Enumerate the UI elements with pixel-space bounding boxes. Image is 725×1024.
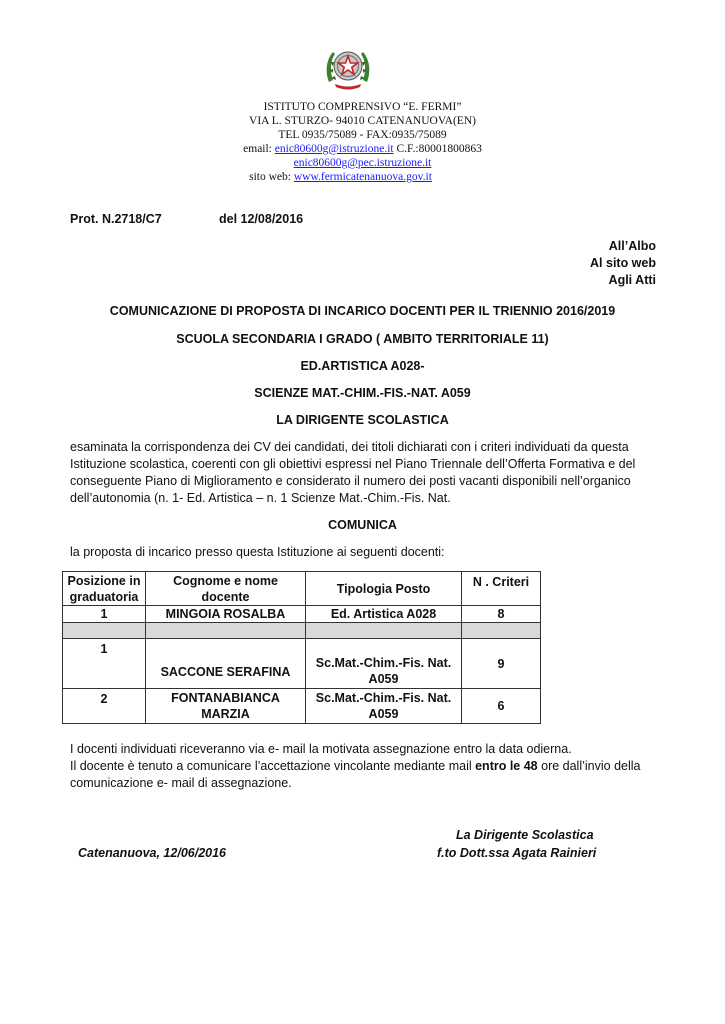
institute-phone: TEL 0935/75089 - FAX:0935/75089 [278, 129, 447, 141]
protocol-number: Prot. N.2718/C7 [70, 212, 162, 226]
assignments-table [62, 571, 541, 724]
cell-criteria: 9 [462, 639, 541, 689]
cell-post: Ed. Artistica A028 [306, 606, 462, 623]
cf-number: C.F.:80001800863 [393, 143, 482, 155]
cell-criteria: 6 [462, 689, 541, 724]
institute-address: VIA L. STURZO- 94010 CATENANUOVA(EN) [249, 115, 476, 127]
email-label: email: [243, 143, 275, 155]
header-criteria: N . Criteri [462, 572, 541, 606]
table-intro: la proposta di incarico presso questa Istituzione ai seguenti docenti: [70, 545, 445, 559]
cell-post: Sc.Mat.-Chim.-Fis. Nat. A059 [306, 639, 462, 689]
header-name: Cognome e nome docente [146, 572, 306, 606]
table-row [63, 606, 541, 623]
recipients [590, 238, 656, 289]
table-row [63, 689, 541, 724]
closing-line-2-end: ore dall’invio della [537, 759, 641, 773]
doc-subtitle-school: SCUOLA SECONDARIA I GRADO ( AMBITO TERRITORIALE 11) [176, 332, 549, 346]
republic-emblem-icon [323, 42, 373, 92]
table-row [63, 639, 541, 689]
body-line-4: dell’autonomia (n. 1- Ed. Artistica – n. 1 Scienze Mat.-Chim.-Fis. Nat. [70, 491, 451, 505]
pec-link[interactable]: enic80600g@pec.istruzione.it [293, 157, 432, 169]
closing-line-1: I docenti individuati riceveranno via e- mail la motivata assegnazione entro la data odierna. [70, 742, 572, 756]
closing-deadline: entro le 48 [475, 759, 538, 773]
closing-line-2 [70, 758, 660, 775]
cell-name: SACCONE SERAFINA [146, 639, 306, 689]
web-label: sito web: [249, 171, 294, 183]
header-position: Posizione in graduatoria [63, 572, 146, 606]
recipient-atti: Agli Atti [608, 273, 656, 287]
institute-name: ISTITUTO COMPRENSIVO “E. FERMI” [263, 101, 462, 113]
cell-name: MINGOIA ROSALBA [146, 606, 306, 623]
cell-position [63, 623, 146, 639]
doc-subtitle-a059: SCIENZE MAT.-CHIM.-FIS.-NAT. A059 [254, 386, 471, 400]
cell-position: 2 [63, 689, 146, 724]
comunica-heading: COMUNICA [328, 518, 397, 532]
protocol-date: del 12/08/2016 [219, 212, 304, 226]
pec-line [0, 156, 725, 170]
doc-title: COMUNICAZIONE DI PROPOSTA DI INCARICO DOCENTI PER IL TRIENNIO 2016/2019 [109, 304, 616, 318]
email-line [0, 142, 725, 156]
issuer-heading: LA DIRIGENTE SCOLASTICA [276, 413, 449, 427]
cell-criteria: 8 [462, 606, 541, 623]
place-date: Catenanuova, 12/06/2016 [78, 846, 226, 860]
cell-position: 1 [63, 606, 146, 623]
signature-name: f.to Dott.ssa Agata Rainieri [437, 846, 597, 860]
cell-name: FONTANABIANCA MARZIA [146, 689, 306, 724]
body-line-1: esaminata la corrispondenza dei CV dei candidati, dei titoli dichiarati con i criteri individuati da questa [70, 440, 629, 454]
recipient-sito: Al sito web [590, 256, 656, 270]
body-line-3: conseguente Piano di Miglioramento e considerato il numero dei posti vacanti disponibili nell’organico [70, 474, 631, 488]
header-post: Tipologia Posto [306, 572, 462, 606]
table-row-spacer [63, 623, 541, 639]
closing-line-2-start: Il docente è tenuto a comunicare l’accettazione vincolante mediante mail [70, 759, 476, 773]
closing-line-3: comunicazione e- mail di assegnazione. [70, 776, 292, 790]
cell-criteria [462, 623, 541, 639]
cell-name [146, 623, 306, 639]
closing-paragraph [70, 741, 660, 792]
cell-post: Sc.Mat.-Chim.-Fis. Nat. A059 [306, 689, 462, 724]
body-line-2: Istituzione scolastica, coerenti con gli obiettivi espressi nel Piano Triennale dell’Offerta Formativa e del [70, 457, 636, 471]
cell-position: 1 [63, 639, 146, 689]
web-link[interactable]: www.fermicatenanuova.gov.it [293, 171, 432, 183]
table-header-row [63, 572, 541, 606]
recipient-albo: All’Albo [608, 239, 656, 253]
email-link[interactable]: enic80600g@istruzione.it [274, 143, 394, 155]
body-paragraph [70, 439, 660, 507]
cell-post [306, 623, 462, 639]
web-line [0, 170, 703, 184]
signature-role: La Dirigente Scolastica [456, 828, 594, 842]
doc-subtitle-a028: ED.ARTISTICA A028- [300, 359, 425, 373]
